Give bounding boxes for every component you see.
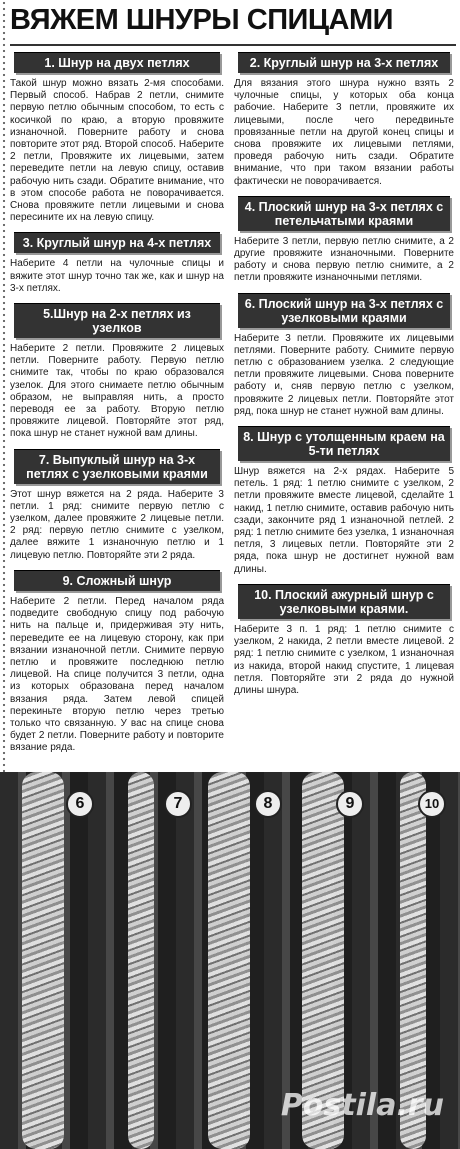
- section-6: [234, 293, 454, 418]
- section-text: Наберите 3 петли, первую петлю снимите, а 2 другие провяжите изнаночными. Поверните работу и снова первую петлю снимите, а 2 петли провяжите изнаночными петлями.: [234, 235, 454, 284]
- section-9: [10, 570, 224, 755]
- section-text: Шнур вяжется на 2-х рядах. Наберите 5 петель. 1 ряд: 1 петлю снимите с узелком, 2 петли провяжите вместе лицевой, сделайте 1 накид, 1 петлю снимите, оставив рабочую нить сзади, закончите ряд 1 изнаночной петлей. 2 ряд: 1 петлю снимите без узелка, 1 изнаночная петля, 3 лицевых петли. Повторяйте эти 2 ряда, пока шнур не достигнет нужной вам длины.: [234, 466, 454, 575]
- section-10: [234, 584, 454, 697]
- section-heading: 3. Круглый шнур на 4-х петлях: [14, 232, 220, 253]
- cord-8: [208, 772, 250, 1149]
- section-7: [10, 449, 224, 562]
- cords-photo: [0, 772, 460, 1149]
- page-title: ВЯЖЕМ ШНУРЫ СПИЦАМИ: [10, 4, 394, 36]
- section-heading: 8. Шнур с утолщенным краем на 5-ти петлях: [238, 426, 450, 461]
- left-column: [10, 52, 224, 763]
- section-text: Наберите 2 петли. Перед началом ряда подведите свободную спицу под рабочую нить на пальце и, придерживая эту нить, переведите ее на лицевую сторону, как при вязании изнаночной петли. Снимите первую петлю и провяжите последнюю петлю лицевой. На спице получится 3 петли, одна из которых образована перед началом вязания ряда. Затем левой спицей перекиньте вторую петлю через третью только что связанную. У вас на спице снова будет 2 петли. Поверните работу и повторите вязание ряда.: [10, 595, 224, 754]
- section-2: [234, 52, 454, 188]
- photo-label-8: 8: [254, 790, 282, 818]
- section-heading: 2. Круглый шнур на 3-х петлях: [238, 52, 450, 73]
- section-1: [10, 52, 224, 224]
- section-text: Наберите 3 п. 1 ряд: 1 петлю снимите с узелком, 2 накида, 2 петли вместе лицевой. 2 ряд: 1 петлю снимите с узелком, 1 изнаночная из накида, второй накид спустите, 1 лицевая петля. Повторяйте эти 2 ряда до нужной длины шнура.: [234, 623, 454, 696]
- watermark: Postila.ru: [280, 1088, 444, 1123]
- section-5: [10, 303, 224, 441]
- title-rule: [10, 44, 456, 46]
- right-column: [234, 52, 454, 705]
- cord-6: [22, 772, 64, 1149]
- section-text: Для вязания этого шнура нужно взять 2 чулочные спицы, у которых оба конца рабочие. Наберите 3 петли, провяжите их лицевыми, после чего передвиньте провязанные петли на другой конец спицы и снова провяжите их лицевыми петлями, проведя рабочую нить сзади. Обратите внимание, что при таком вязании работы фактически не поворачивается.: [234, 78, 454, 187]
- section-heading: 10. Плоский ажурный шнур с узелковыми краями.: [238, 584, 450, 619]
- section-heading: 6. Плоский шнур на 3-х петлях с узелковыми краями: [238, 293, 450, 328]
- photo-label-6: 6: [66, 790, 94, 818]
- photo-label-7: 7: [164, 790, 192, 818]
- cord-7: [128, 772, 154, 1149]
- section-heading: 4. Плоский шнур на 3-х петлях с петельчатыми краями: [238, 196, 450, 231]
- section-text: Такой шнур можно вязать 2-мя способами. Первый способ. Набрав 2 петли, снимите первую петлю обычным способом, то есть с косичкой по краю, а вторую провяжите изнаночной. Поверните работу и снова повторите этот ряд. Второй способ. Наберите 2 петли, Провяжите их лицевыми, затем переведите петли на левую спицу, оставив рабочую нить сзади. Обратите внимание, что в этом способе работа не поворачивается. Снова провяжите петли лицевыми и снова пересините их на левую спицу.: [10, 78, 224, 224]
- section-text: Этот шнур вяжется на 2 ряда. Наберите 3 петли. 1 ряд: снимите первую петлю с узелком, далее провяжите 2 лицевые петли. 2 ряд: первую петлю снимите с узелком, далее вяжите 1 изнаночную петлю и 1 лицевую петлю. Повторяйте эти 2 ряда.: [10, 488, 224, 561]
- section-8: [234, 426, 454, 576]
- section-text: Наберите 3 петли. Провяжите их лицевыми петлями. Поверните работу. Снимите первую петлю с образованием узелка. 2 следующие петли провяжите лицевыми. Снова поверните работу и, сняв первую петлю с узелком, провяжите 2 лицевых петли. Повторяйте этот ряд, пока шнур не станет нужной вам длины.: [234, 332, 454, 417]
- photo-label-9: 9: [336, 790, 364, 818]
- section-text: Наберите 2 петли. Провяжите 2 лицевых петли. Поверните работу. Первую петлю снимите так, чтобы по краю образовался узелок. Для этого снимаете петлю обычным образом, не выправляя нить, а просто переводя ее за работу. Вторую петлю провяжите лицевой. Повторяйте этот ряд, пока шнур не станет нужной вам длины.: [10, 343, 224, 440]
- dotted-border: [2, 0, 6, 800]
- section-4: [234, 196, 454, 285]
- section-text: Наберите 4 петли на чулочные спицы и вяжите этот шнур точно так же, как и шнур на 3-х петлях.: [10, 258, 224, 294]
- section-heading: 7. Выпуклый шнур на 3-х петлях с узелковыми краями: [14, 449, 220, 484]
- section-3: [10, 232, 224, 295]
- photo-label-10: 10: [418, 790, 446, 818]
- section-heading: 5.Шнур на 2-х петлях из узелков: [14, 303, 220, 338]
- section-heading: 1. Шнур на двух петлях: [14, 52, 220, 73]
- section-heading: 9. Сложный шнур: [14, 570, 220, 591]
